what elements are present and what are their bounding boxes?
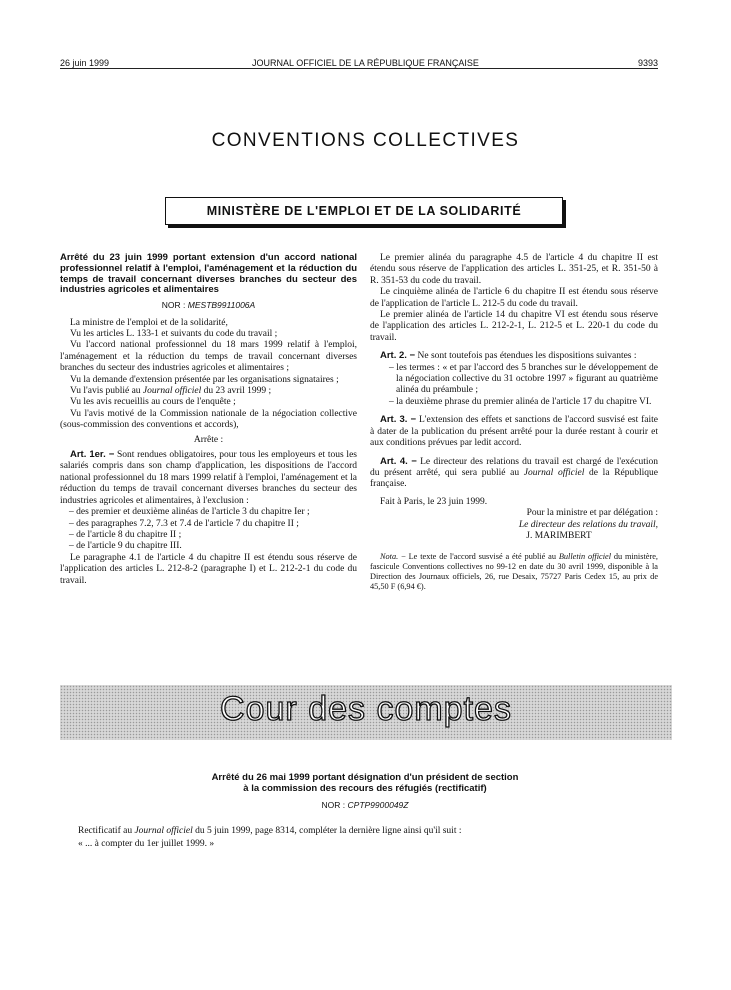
signature-name: J. MARIMBERT: [526, 530, 592, 541]
article-3: Art. 3. − L'extension des effets et sanctions de l'accord susvisé est faite à dater de la publication du présent arrêté pour la durée restant à courir et aux conditions prévues par ledit accord.: [370, 414, 658, 449]
rectificatif-text: [78, 825, 678, 851]
paragraph: La ministre de l'emploi et de la solidarité,: [70, 317, 228, 328]
signature-line: Pour la ministre et par délégation :: [526, 508, 658, 519]
paragraph: Vu les articles L. 133-1 et suivants du code du travail ;: [70, 329, 278, 339]
header-rule: [60, 68, 658, 69]
article-label: Art. 4. −: [380, 455, 417, 467]
paragraph: Vu l'avis motivé de la Commission nationale de la négociation collective (sous-commission des conventions et accords),: [60, 408, 357, 431]
article-label: Art. 1er. −: [70, 449, 115, 461]
fait-a-paris: Fait à Paris, le 23 juin 1999.: [380, 496, 488, 507]
ministry-box: [165, 197, 563, 225]
left-column: [60, 253, 357, 587]
paragraph: Vu l'avis publié au Journal officiel du 23 avril 1999 ;: [70, 386, 272, 397]
paragraph: Vu l'accord national professionnel du 18 mars 1999 relatif à l'emploi, l'aménagement et la réduction du temps de travail concernant diverses branches du secteur des industries agricoles et alimentaires ;: [60, 340, 357, 374]
paragraph: Le paragraphe 4.1 de l'article 4 du chapitre II est étendu sous réserve de l'application des articles L. 212-8-2 (paragraphe I) et L. 212-2-1 du code du travail.: [60, 552, 357, 586]
exclusion-list: [60, 507, 357, 553]
article-2: Art. 2. − Ne sont toutefois pas étendues les dispositions suivantes :: [380, 350, 637, 362]
paragraph: Le premier alinéa de l'article 14 du chapitre VI est étendu sous réserve de l'application des articles L. 212-2-1, L. 212-5 et L. 220-1 du code du travail.: [370, 310, 658, 343]
list-item: – des premier et deuxième alinéas de l'article 3 du chapitre Ier ;: [69, 507, 310, 518]
header-journal: JOURNAL OFFICIEL DE LA RÉPUBLIQUE FRANÇAISE: [252, 58, 479, 68]
header-page-number: 9393: [637, 58, 658, 68]
article-2-list: [370, 363, 658, 409]
cour-arrete-title: Arrêté du 26 mai 1999 portant désignation d'un président de section à la commission des recours des réfugiés (rectificatif): [211, 772, 519, 794]
signature-title: Le directeur des relations du travail,: [518, 519, 658, 530]
article-label: Art. 2. −: [380, 350, 416, 362]
cour-des-comptes-title: Cour des comptes: [220, 690, 512, 728]
right-column: [370, 253, 658, 592]
paragraph: Le premier alinéa du paragraphe 4.5 de l'article 4 du chapitre II est étendu sous réserve de l'application des articles L. 351-25, et R. 351-50 à R. 351-53 du code du travail.: [370, 253, 658, 286]
arrete-label: Arrête :: [193, 434, 224, 445]
arrete-title: Arrêté du 23 juin 1999 portant extension d'un accord national professionnel relatif à l'emploi, l'aménagement et la réduction du temps de travail concernant diverses branches du secteur des industries agricoles et alimentaires: [60, 252, 357, 296]
list-item: – les termes : « et par l'accord des 5 branches sur le développement de la négociation collective du 31 octobre 1997 » figurant au quatrième alinéa du préambule ;: [389, 362, 658, 396]
paragraph: Le cinquième alinéa de l'article 6 du chapitre II est étendu sous réserve de l'application de l'article L. 212-5 du code du travail.: [370, 287, 658, 309]
header-date: 26 juin 1999: [60, 58, 110, 68]
paragraph: Vu les avis recueillis au cours de l'enquête ;: [70, 397, 236, 408]
nor-code: CPTP9900049Z: [347, 800, 409, 810]
cour-nor-line: NOR : CPTP9900049Z: [321, 800, 409, 810]
rectificatif-quote: « ... à compter du 1er juillet 1999. »: [78, 839, 215, 849]
list-item: – des paragraphes 7.2, 7.3 et 7.4 de l'article 7 du chapitre II ;: [69, 518, 299, 529]
paragraph: Vu la demande d'extension présentée par les organisations signataires ;: [70, 374, 339, 385]
ministry-title: MINISTÈRE DE L'EMPLOI ET DE LA SOLIDARITÉ: [206, 204, 522, 218]
list-item: – la deuxième phrase du premier alinéa de l'article 17 du chapitre VI.: [389, 396, 652, 407]
article-1: Art. 1er. − Sont rendues obligatoires, pour tous les employeurs et tous les salariés compris dans son champ d'application, les dispositions de l'accord national professionnel du 18 mars 1999 relatif à l'emploi, l'aménagement et la réduction du temps de travail concernant diverses branches du secteur des industries agricoles et alimentaires, à l'exclusion :: [60, 449, 357, 506]
nota: Nota. − Le texte de l'accord susvisé a été publié au Bulletin officiel du ministère, fascicule Conventions collectives no 99-12 en date du 30 avril 1999, disponible à la Direction des Journaux officiels, 26, rue Desaix, 75727 Paris Cedex 15, au prix de 45,50 F (6,94 €).: [370, 552, 658, 592]
article-label: Art. 3. −: [380, 414, 417, 426]
nor-code: MESTB9911006A: [187, 300, 256, 311]
section-title: CONVENTIONS COLLECTIVES: [211, 130, 520, 151]
nor-line: NOR : MESTB9911006A: [161, 300, 256, 311]
list-item: – de l'article 9 du chapitre III.: [69, 541, 182, 552]
article-4: Art. 4. − Le directeur des relations du travail est chargé de l'exécution du présent arrêté, qui sera publié au Journal officiel de la République française.: [370, 455, 659, 490]
list-item: – de l'article 8 du chapitre II ;: [69, 529, 182, 540]
rectificatif-line: Rectificatif au Journal officiel du 5 juin 1999, page 8314, compléter la dernière ligne ainsi qu'il suit :: [78, 826, 462, 836]
